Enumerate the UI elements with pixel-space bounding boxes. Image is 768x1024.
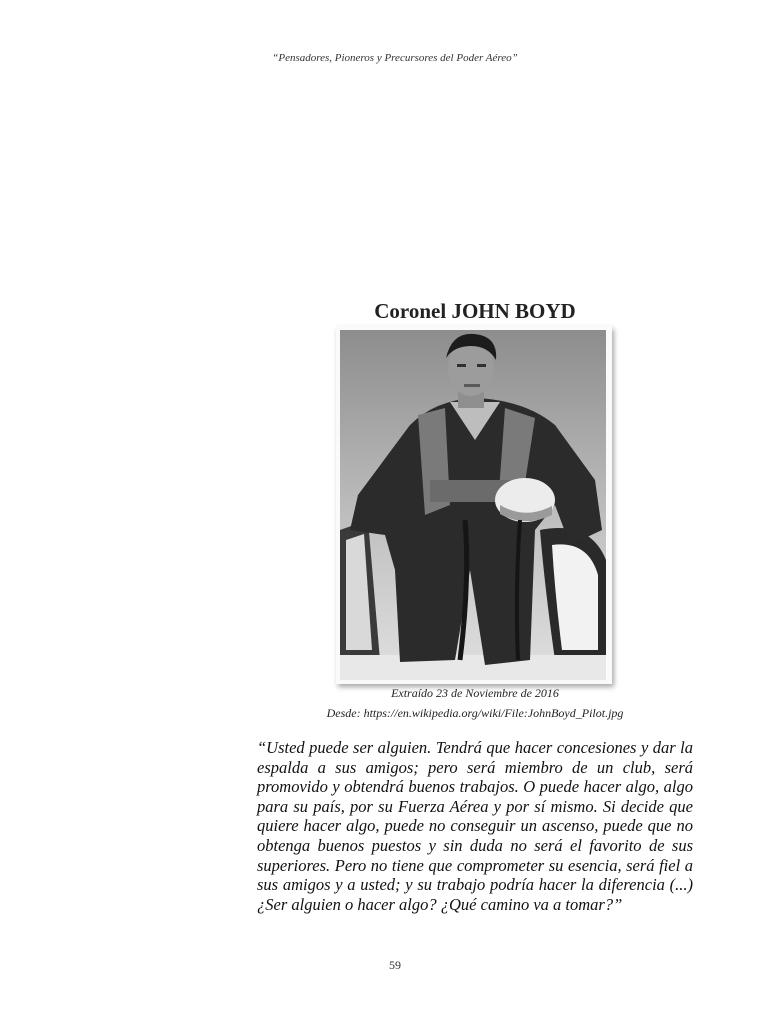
- figure-caption-date: Extraído 23 de Noviembre de 2016: [391, 686, 559, 700]
- figure-title: Coronel JOHN BOYD: [374, 299, 576, 323]
- photo-frame: [336, 326, 612, 684]
- page-number: 59: [389, 958, 401, 972]
- running-header: “Pensadores, Pioneros y Precursores del Poder Aéreo”: [272, 52, 518, 64]
- quote-paragraph: “Usted puede ser alguien. Tendrá que hacer concesiones y dar la espalda a sus amigos; pero será miembro de un club, será promovido y obtendrá buenos trabajos. O puede hacer algo, algo para su país, por su Fuerza Aérea y por sí mismo. Si decide que quiere hacer algo, puede no conseguir un ascenso, puede que no obtenga buenos puestos y sin duda no será el favorito de sus superiores. Pero no tiene que comprometer su esencia, será fiel a sus amigos y a usted; y su trabajo podría hacer la diferencia (...) ¿Ser alguien o hacer algo? ¿Qué camino va a tomar?”: [257, 738, 693, 914]
- pilot-photo-illustration: [340, 330, 606, 680]
- figure-caption-source: Desde: https://en.wikipedia.org/wiki/File:JohnBoyd_Pilot.jpg: [326, 706, 624, 720]
- pilot-photo: [340, 330, 606, 680]
